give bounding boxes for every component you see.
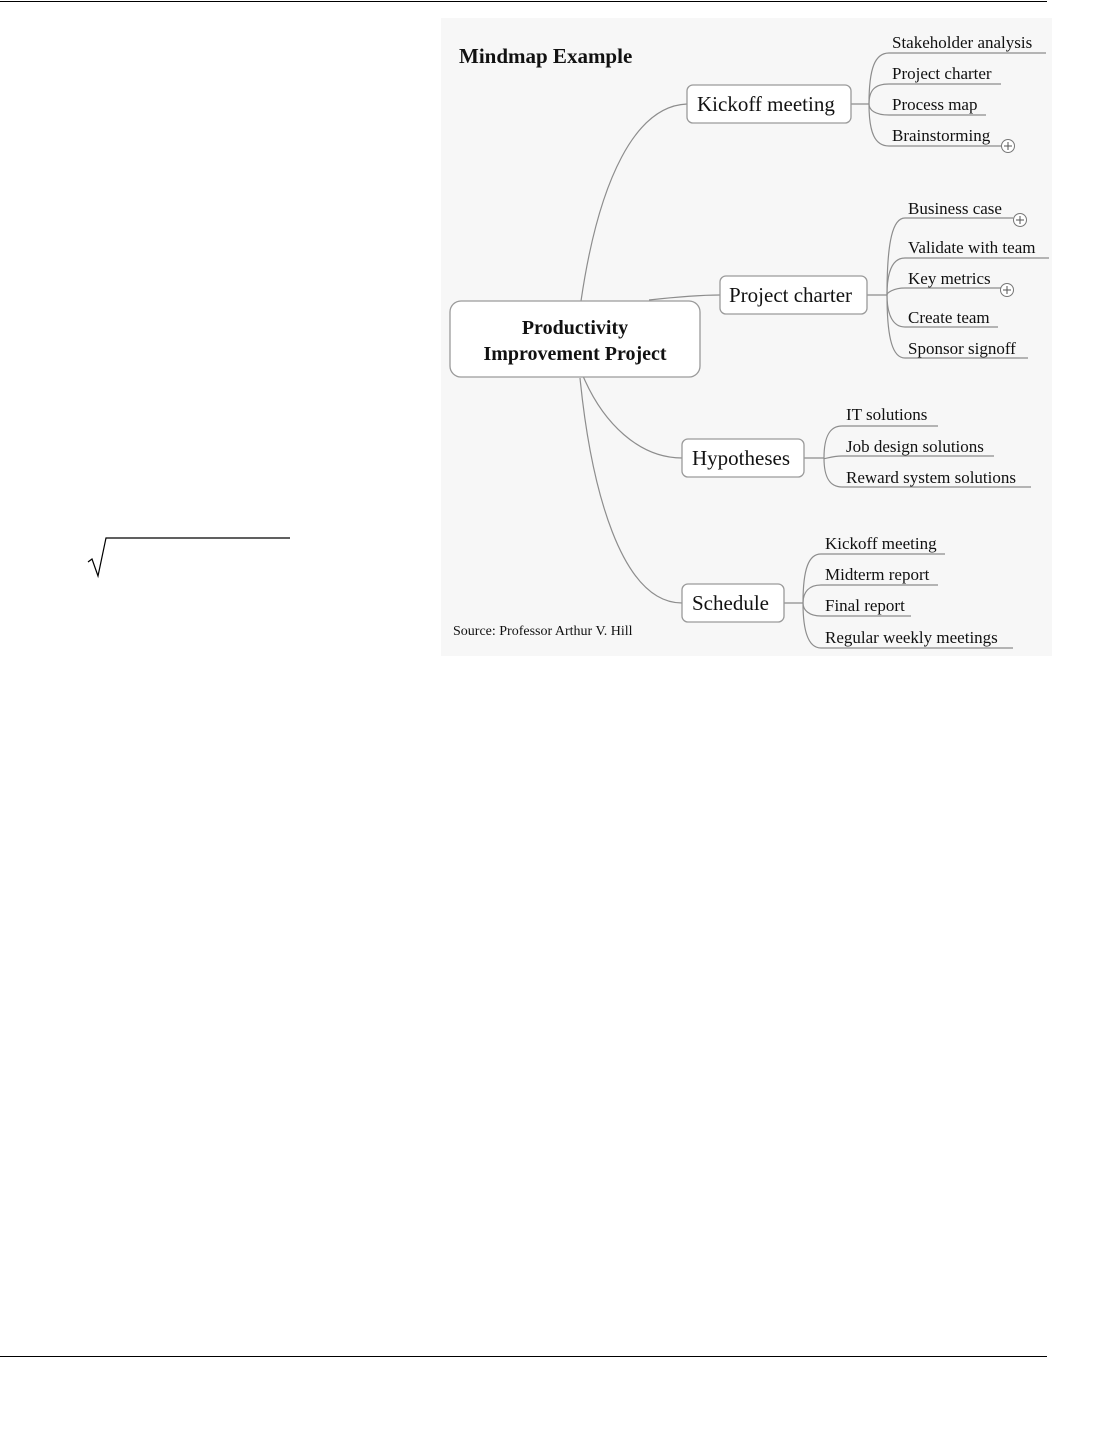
branch-hypotheses-label: Hypotheses	[692, 446, 790, 470]
leaf-job-design-solutions: Job design solutions	[846, 437, 984, 456]
branch-schedule	[682, 534, 998, 647]
leaf-sponsor-signoff: Sponsor signoff	[908, 339, 1016, 358]
figure-title: Mindmap Example	[459, 44, 633, 68]
mindmap-canvas	[441, 18, 1052, 656]
leaf-midterm-report: Midterm report	[825, 565, 930, 584]
branch-schedule-label: Schedule	[692, 591, 769, 615]
connector-root-schedule	[580, 378, 682, 603]
expand-brainstorming-plus-circle-icon[interactable]	[1002, 140, 1015, 153]
leaf-kickoff-meeting: Kickoff meeting	[825, 534, 937, 553]
branch-hypotheses	[682, 405, 1016, 487]
connector-charter-3	[887, 288, 1001, 295]
branch-project-charter-label: Project charter	[729, 283, 853, 307]
connector-root-kickoff	[581, 104, 687, 301]
connector-hypotheses-2	[824, 456, 994, 459]
leaf-it-solutions: IT solutions	[846, 405, 928, 424]
leaf-regular-weekly-meetings: Regular weekly meetings	[825, 628, 998, 647]
leaf-process-map: Process map	[892, 95, 978, 114]
root-node-line2: Improvement Project	[483, 343, 667, 365]
leaf-final-report: Final report	[825, 596, 905, 615]
mindmap-figure	[441, 18, 1052, 656]
header-rule	[0, 1, 1047, 2]
leaf-brainstorming: Brainstorming	[892, 126, 991, 145]
leaf-reward-system-solutions: Reward system solutions	[846, 468, 1016, 487]
root-node-line1: Productivity	[521, 317, 629, 339]
square-root-icon	[86, 532, 296, 580]
branch-kickoff-meeting	[687, 33, 1032, 153]
connector-root-hypotheses	[583, 376, 682, 458]
branch-project-charter	[720, 199, 1035, 358]
expand-business-case-plus-circle-icon[interactable]	[1014, 214, 1027, 227]
leaf-project-charter: Project charter	[892, 64, 992, 83]
source-note: Source: Professor Arthur V. Hill	[453, 624, 633, 639]
leaf-business-case: Business case	[908, 199, 1002, 218]
leaf-key-metrics: Key metrics	[908, 269, 991, 288]
leaf-create-team: Create team	[908, 308, 990, 327]
branch-kickoff-meeting-label: Kickoff meeting	[697, 92, 835, 116]
leaf-stakeholder-analysis: Stakeholder analysis	[892, 33, 1033, 52]
root-node	[450, 301, 700, 377]
leaf-validate-with-team: Validate with team	[908, 238, 1036, 257]
connector-root-charter	[649, 295, 720, 300]
expand-key-metrics-plus-circle-icon[interactable]	[1001, 284, 1014, 297]
footer-rule	[0, 1356, 1047, 1357]
